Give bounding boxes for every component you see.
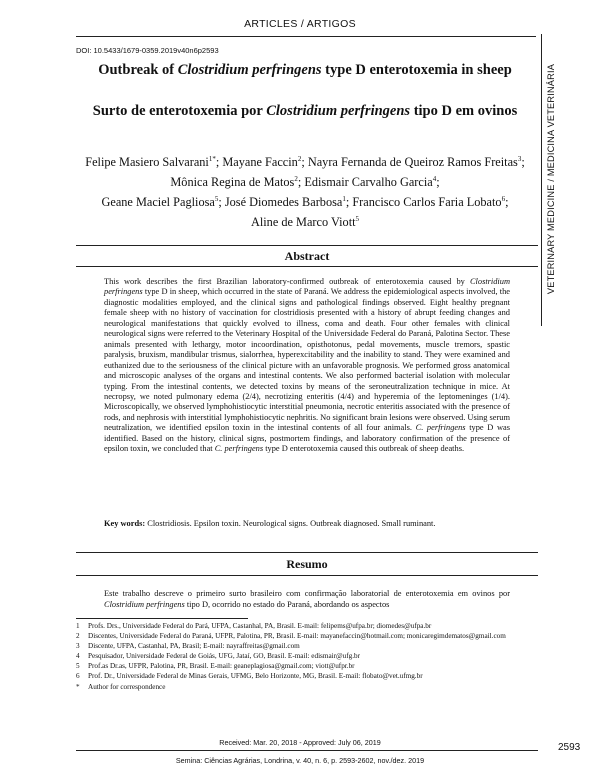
doi[interactable]: DOI: 10.5433/1679-0359.2019v40n6p2593 <box>76 46 219 55</box>
side-section-label: VETERINARY MEDICINE / MEDICINA VETERINÁRIA <box>546 63 556 295</box>
author: Geane Maciel Pagliosa$^5$; <box>101 194 225 209</box>
keywords-label: Key words: <box>104 519 146 528</box>
abstract-bottom-rule <box>76 266 538 267</box>
resumo-body: Este trabalho descreve o primeiro surto brasileiro com confirmação laboratorial de enterotoxemia em ovinos por Clostridium perfringens tipo D, ocorrido no estado do Paraná, abordando os aspectos <box>104 589 510 609</box>
title-en-post: type D enterotoxemia in sheep <box>321 62 512 78</box>
footnote-divider <box>76 618 248 619</box>
footnote: 1 Profs. Drs., Universidade Federal do Pará, UFPA, Castanhal, PA, Brasil. E-mail: felipems@ufpa.br; diomedes@ufpa.br <box>76 622 432 630</box>
page-number: 2593 <box>558 742 581 753</box>
author: Aline de Marco Viott$^5$ <box>250 214 360 229</box>
title-en-species: Clostridium perfringens <box>177 62 322 78</box>
title-pt-species: Clostridium perfringens <box>266 103 411 119</box>
resumo-heading: Resumo <box>286 557 328 571</box>
footnote: 3 Discente, UFPA, Castanhal, PA, Brasil; E-mail: nayraffreitas@gmail.com <box>76 642 300 651</box>
footnote: * Author for correspondence <box>76 682 166 691</box>
footnote: 2 Discentes, Universidade Federal do Paraná, UFPR, Palotina, PR, Brasil. E-mail: mayanefaccin@hotmail.com; monicaregimdematos@gmail.com <box>76 632 506 641</box>
footnotes <box>76 621 538 692</box>
title-pt-pre: Surto de enterotoxemia por <box>92 103 267 119</box>
side-divider <box>541 34 542 326</box>
journal-section-header: ARTICLES / ARTIGOS <box>244 18 356 30</box>
keywords <box>104 519 510 530</box>
footnote: 4 Pesquisador, Universidade Federal de Goiás, UFG, Jataí, GO, Brasil. E-mail: edismair@ufg.br <box>76 652 361 661</box>
abstract-top-rule <box>76 245 538 246</box>
received-approved-dates: Received: Mar. 20, 2018 - Approved: July 06, 2019 <box>219 738 381 747</box>
author: Francisco Carlos Faria Lobato$^6$; <box>352 194 509 209</box>
author: Felipe Masiero Salvarani$^{1*}$; <box>85 154 223 169</box>
header-divider <box>76 36 536 37</box>
resumo-bottom-rule <box>76 575 538 576</box>
title-en-pre: Outbreak of <box>98 62 178 78</box>
footnote: 6 Prof. Dr., Universidade Federal de Minas Gerais, UFMG, Belo Horizonte, MG, Brasil. E-mail: flobato@vet.ufmg.br <box>76 672 423 681</box>
resumo-top-rule <box>76 552 538 553</box>
author: Mônica Regina de Matos$^2$; <box>170 174 305 189</box>
keywords-list: Clostridiosis. Epsilon toxin. Neurological signs. Outbreak diagnosed. Small ruminant. <box>145 519 436 528</box>
footer-divider <box>76 750 538 751</box>
abstract-body: This work describes the first Brazilian laboratory-confirmed outbreak of enterotoxemia caused by Clostridium perfringens type D in sheep, which occurred in the state of Paraná. We address the epidemiological aspects involved, the diagnostic modalities employed, and the clinical signs and pathological findings observed. Eight healthy pregnant female sheep with no history of vaccination for clostridiosis presented with a history of abrupt feeding changes and neurological manifestations that quickly evolved to illness, coma and death. Four other females with clinical neurological signs were referred to the Veterinary Hospital of the Universidade Federal do Paraná, Palotina Sector. These animals presented with lethargy, motor incoordination, opisthotonus, pedal movements, muscle tremors, spastic paralysis, bruxism, mandibular trismus, sialorrhea, hyperexcitability and the inability to stand. They were examined and euthanized due to the seriousness of the clinical picture with an unfavorable prognosis. We performed gross anatomical and microscopic analyses of the organs and intestinal contents. We also performed bacterial isolation with molecular typing. From the intestinal contents, we detected toxins by means of the seroneutralization technique in mice. At necropsy, we noted pulmonary edema (2/4), necrotizing enteritis (4/4) and hyperemia of the leptomeninges (1/4). Microscopically, we observed lymphohistiocytic interstitial pneumonia, necrotic enteritis associated with the presence of rods, and nephrosis with interstitial lymphohistiocytic nephritis. No significant brain lesions were observed. Using serum neutralization, we identified epsilon toxin in the intestinal contents of all four animals. C. perfringens type D was identified. Based on the history, clinical signs, postmortem findings, and laboratory confirmation of the presence of epsilon toxin, we concluded that C. perfringens type D enterotoxemia caused this outbreak of sheep deaths. <box>104 277 510 454</box>
author: José Diomedes Barbosa$^1$; <box>224 194 353 209</box>
title-english <box>70 62 540 79</box>
abstract-heading: Abstract <box>284 249 330 263</box>
author: Nayra Fernanda de Queiroz Ramos Freitas$^3$; <box>307 154 525 169</box>
footnote: 5 Prof.as Dr.as, UFPR, Palotina, PR, Brasil. E-mail: geaneplagiosa@gmail.com; viott@ufpr.br <box>76 662 355 671</box>
title-pt-post: tipo D em ovinos <box>410 103 518 119</box>
author-list <box>70 152 540 232</box>
author: Edismair Carvalho Garcia$^4$; <box>304 174 440 189</box>
author: Mayane Faccin$^2$; <box>222 154 308 169</box>
journal-citation-footer: Semina: Ciências Agrárias, Londrina, v. 40, n. 6, p. 2593-2602, nov./dez. 2019 <box>175 756 425 765</box>
title-portuguese <box>70 101 540 122</box>
